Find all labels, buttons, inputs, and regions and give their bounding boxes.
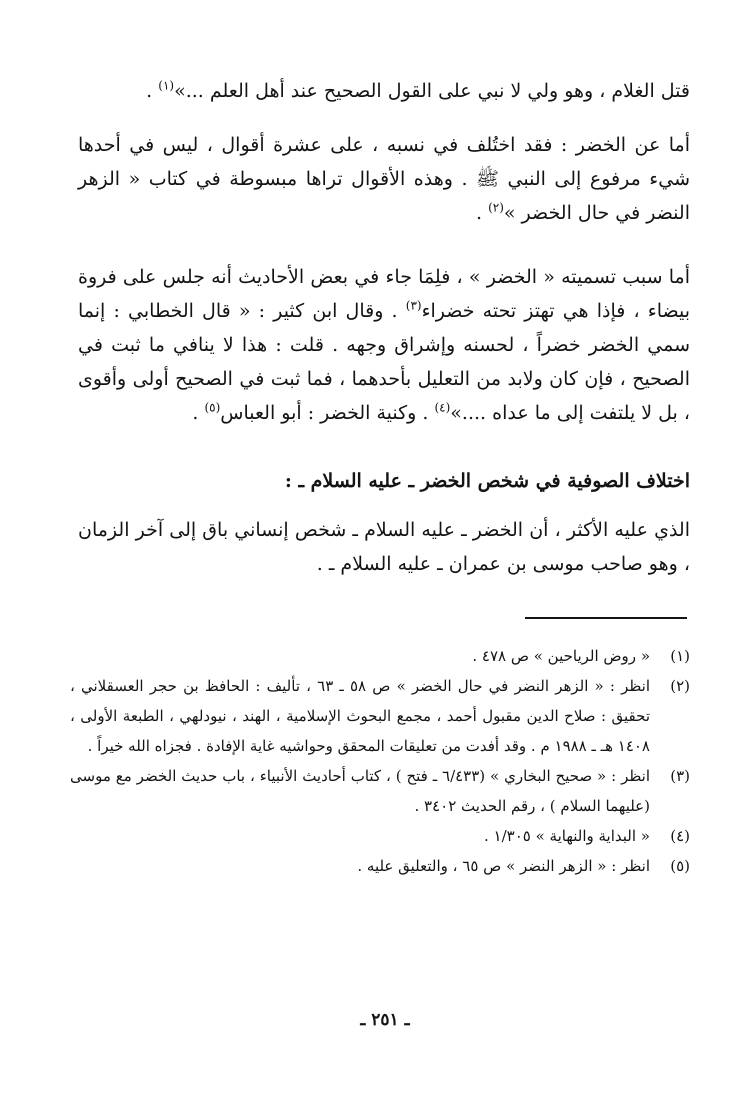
footnote-text: « روض الرياحين » ص ٤٧٨ . xyxy=(472,647,650,665)
paragraph-1-tail: . xyxy=(146,80,159,102)
paragraph-2 xyxy=(78,128,690,230)
footnote-divider xyxy=(525,617,687,619)
footnote-text: انظر : « الزهر النضر في حال الخضر » ص ٥٨ ـ ٦٣ ، تأليف : الحافظ بن حجر العسقلاني ، تحقيق : صلاح الدين مقبول أحمد ، مجمع البحوث الإسلامية ، الهند ، نيودلهي ، الطبعة الأولى ، ١٤٠٨ هـ ـ ١٩٨٨ م . وقد أفدت من تعليقات المحقق وحواشيه غاية الإفادة . فجزاه الله خيراً . xyxy=(70,677,651,755)
paragraph-4 xyxy=(78,513,690,581)
paragraph-3-text-a: أما سبب تسميته « الخضر » ، فلِمَا جاء في بعض الأحاديث أنه جلس على فروة بيضاء ، فإذا هي تهتز تحته خضراء xyxy=(78,266,691,322)
footnote-ref-3[interactable]: (٣) xyxy=(405,298,422,313)
footnote-text: « البداية والنهاية » ١/٣٠٥ . xyxy=(484,827,650,845)
paragraph-3-text-c: . وكنية الخضر : أبو العباس xyxy=(220,402,435,424)
paragraph-1 xyxy=(78,74,690,108)
footnote-ref-4[interactable]: (٤) xyxy=(434,400,451,415)
footnote-ref-2[interactable]: (٢) xyxy=(488,200,504,215)
footnotes-list xyxy=(70,641,690,881)
footnote-number: (٣) xyxy=(670,767,690,785)
paragraph-1-text: قتل الغلام ، وهو ولي لا نبي على القول الصحيح عند أهل العلم ...» xyxy=(174,80,690,102)
section-heading: اختلاف الصوفية في شخص الخضر ـ عليه السلام ـ : xyxy=(284,470,690,492)
footnote-4 xyxy=(70,821,690,851)
footnote-text: انظر : « صحيح البخاري » (٦/٤٣٣ ـ فتح ) ، كتاب أحاديث الأنبياء ، باب حديث الخضر مع موسى (عليهما السلام ) ، رقم الحديث ٣٤٠٢ . xyxy=(70,767,651,815)
footnote-3 xyxy=(70,761,690,821)
paragraph-3 xyxy=(78,260,690,430)
paragraph-2-tail: . xyxy=(475,202,489,224)
footnote-text: انظر : « الزهر النضر » ص ٦٥ ، والتعليق عليه . xyxy=(357,857,650,875)
footnote-ref-1[interactable]: (١) xyxy=(158,78,175,93)
paragraph-4-text: الذي عليه الأكثر ، أن الخضر ـ عليه السلام ـ شخص إنساني باق إلى آخر الزمان ، وهو صاحب موسى بن عمران ـ عليه السلام ـ . xyxy=(78,519,690,575)
footnote-number: (٤) xyxy=(670,827,690,845)
paragraph-3-text-b: . وقال ابن كثير : « قال الخطابي : إنما سمي الخضر خضراً ، لحسنه وإشراق وجهه . قلت : هذا لا ينافي ما ثبت في الصحيح ، فإن كان ولابد من التعليل بأحدهما ، فما ثبت في الصحيح أولى وأقوى ، بل لا يلتفت إلى ما عداه ....» xyxy=(78,300,690,424)
footnote-2 xyxy=(70,671,690,761)
page-number: ـ ٢٥١ ـ xyxy=(360,1010,410,1030)
paragraph-3-tail: . xyxy=(192,402,205,424)
footnote-1 xyxy=(70,641,690,671)
footnote-ref-5[interactable]: (٥) xyxy=(204,400,221,415)
footnote-number: (٢) xyxy=(670,677,690,695)
footnote-number: (١) xyxy=(670,647,690,665)
footnote-5 xyxy=(70,851,690,881)
footnote-number: (٥) xyxy=(670,857,690,875)
paragraph-2-text: أما عن الخضر : فقد اختُلف في نسبه ، على عشرة أقوال ، ليس في أحدها شيء مرفوع إلى النبي ﷺ . وهذه الأقوال تراها مبسوطة في كتاب « الزهر النضر في حال الخضر » xyxy=(78,134,690,224)
